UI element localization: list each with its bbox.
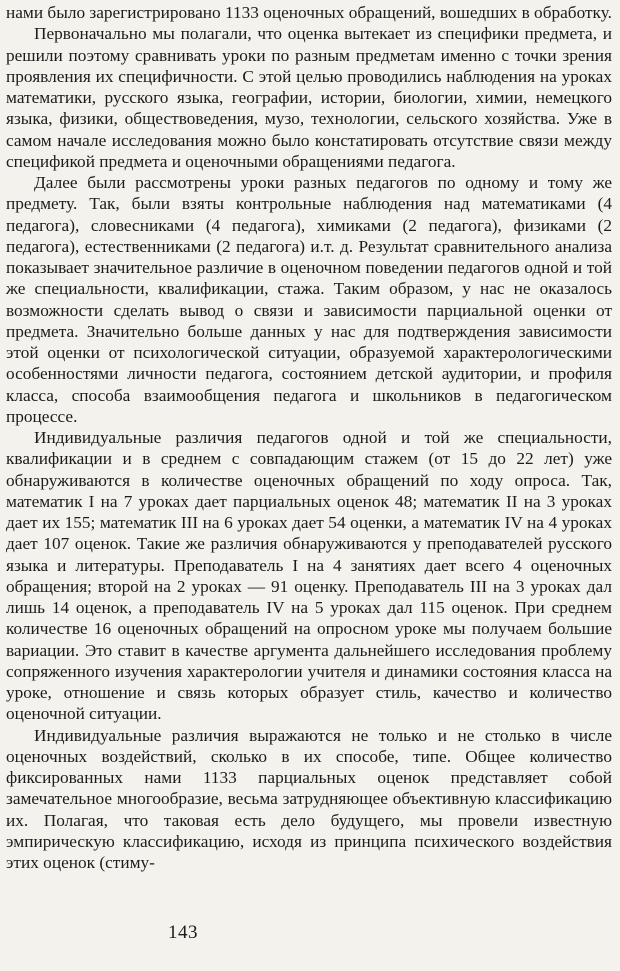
paragraph: Индивидуальные различия выражаются не только и не столько в числе оценочных воздействий, сколько в их способе, типе. Общее количество фиксированных нами 1133 парциальных оценок представляет собой замечательное многообразие, весьма затрудняющее объективную классификацию их. Полагая, что таковая есть дело будущего, мы провели известную эмпирическую классификацию, исходя из принципа психического воздействия этих оценок (стиму- [6,725,612,872]
body-text [6,2,612,873]
paragraph: Далее были рассмотрены уроки разных педагогов по одному и тому же предмету. Так, были взяты контрольные наблюдения над математиками (4 педагога), словесниками (4 педагога), химиками (2 педагога), физиками (2 педагога), естественниками (2 педагога) и.т. д. Результат сравнительного анализа показывает значительное различие в оценочном поведении педагогов одной и той же специальности, квалификации, стажа. Таким образом, у нас не оказалось возможности сделать вывод о связи и зависимости парциальной оценки от предмета. Значительно больше данных у нас для подтверждения зависимости этой оценки от психологической ситуации, образуемой характерологическими особенностями личности педагога, состоянием детской аудитории, и профиля класса, способа взаимообщения педагога и школьников в педагогическом процессе. [6,173,612,426]
paragraph: Индивидуальные различия педагогов одной и той же специальности, квалификации и в среднем с совпадающим стажем (от 15 до 22 лет) уже обнаруживаются в количестве оценочных обращений по ходу опроса. Так, математик I на 7 уроках дает парциальных оценок 48; математик II на 3 уроках дает их 155; математик III на 6 уроках дает 54 оценки, а математик IV на 4 уроках дает 107 оценок. Такие же различия обнаруживаются у преподавателей русского языка и литературы. Преподаватель I на 4 занятиях дает всего 4 оценочных обращения; второй на 2 уроках — 91 оценку. Преподаватель III на 3 уроках дал лишь 14 оценок, а преподаватель IV на 5 уроках дал 115 оценок. При среднем количестве 16 оценочных обращений на опросном уроке мы получаем большие вариации. Это ставит в качестве аргумента дальнейшего исследования проблему сопряженного изучения характерологии учителя и динамики состояния класса на уроке, отношение и связь которых образует стиль, качество и количество оценочной ситуации. [6,428,612,724]
paragraph-continued: нами было зарегистрировано 1133 оценочных обращений, вошедших в обработку. [6,3,612,22]
paragraph: Первоначально мы полагали, что оценка вытекает из специфики предмета, и решили поэтому сравнивать уроки по разным предметам именно с точки зрения проявления их специфичности. С этой целью проводились наблюдения на уроках математики, русского языка, географии, истории, биологии, химии, немецкого языка, физики, обществоведения, музо, технологии, сельского хозяйства. Уже в самом начале исследования можно было констатировать отсутствие связи между спецификой предмета и оценочными обращениями педагога. [6,24,612,171]
page-number: 143 [168,922,198,943]
